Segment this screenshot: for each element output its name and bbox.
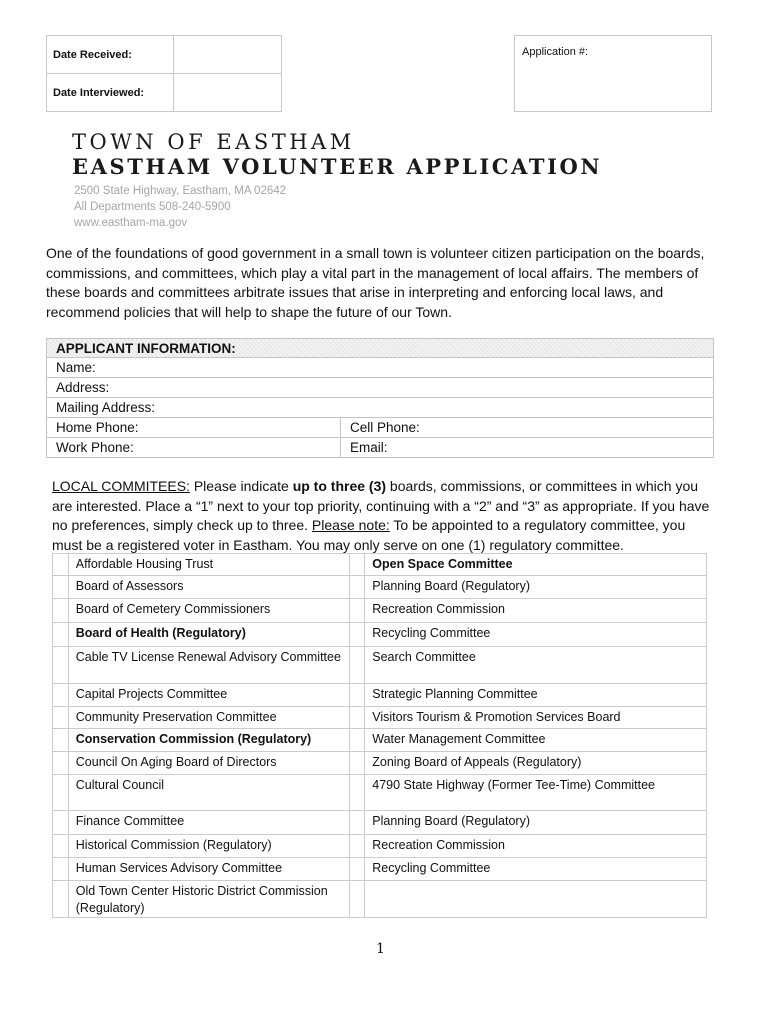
priority-input[interactable] (349, 647, 365, 684)
address-field[interactable]: Address: (47, 378, 714, 398)
office-use-table (46, 35, 282, 112)
applicant-info-table (46, 338, 714, 458)
committee-name: Open Space Committee (365, 554, 707, 576)
home-phone-field[interactable]: Home Phone: (47, 418, 341, 438)
committee-row (53, 599, 707, 623)
committee-name: Recycling Committee (365, 623, 707, 647)
priority-input[interactable] (349, 707, 365, 729)
committee-row (53, 576, 707, 599)
local-committees-heading: LOCAL COMMITEES: (52, 478, 190, 494)
priority-input[interactable] (349, 752, 365, 775)
committee-row (53, 729, 707, 752)
instructions-text: boards, commissions, or committees in which you are interested. Place a “1” next to your top priority, continuing with a “2” and “3” as appropriate. If you have no preferences, simply check up to three. (52, 478, 710, 533)
committee-name: Visitors Tourism & Promotion Services Board (365, 707, 707, 729)
contact-block (74, 183, 286, 231)
applicant-info-header: APPLICANT INFORMATION: (47, 339, 714, 358)
priority-input[interactable] (53, 647, 69, 684)
committee-name: Conservation Commission (Regulatory) (68, 729, 349, 752)
priority-input[interactable] (53, 576, 69, 599)
priority-input[interactable] (53, 623, 69, 647)
instructions-emphasis: up to three (3) (292, 478, 387, 494)
page-title: EASTHAM VOLUNTEER APPLICATION (72, 154, 603, 179)
town-name: TOWN OF EASTHAM (72, 130, 355, 154)
committee-row (53, 811, 707, 835)
priority-input[interactable] (53, 684, 69, 707)
priority-input[interactable] (349, 811, 365, 835)
page-number: 1 (376, 941, 385, 957)
website-line: www.eastham-ma.gov (74, 217, 188, 229)
priority-input[interactable] (53, 707, 69, 729)
committee-name: 4790 State Highway (Former Tee-Time) Committee (365, 775, 707, 811)
committee-name: Search Committee (365, 647, 707, 684)
intro-paragraph: One of the foundations of good government in a small town is volunteer citizen participation on the boards, commissions, and committees, which play a vital part in the management of local affairs. The members of these boards and committees arbitrate issues that arise in interpreting and enforcing local laws, and recommend policies that will help to shape the future of our Town. (46, 245, 705, 320)
priority-input[interactable] (349, 684, 365, 707)
committee-row (53, 623, 707, 647)
committee-name: Human Services Advisory Committee (68, 858, 349, 881)
mailing-address-field[interactable]: Mailing Address: (47, 398, 714, 418)
priority-input[interactable] (349, 858, 365, 881)
priority-input[interactable] (349, 623, 365, 647)
work-phone-field[interactable]: Work Phone: (47, 438, 341, 458)
email-field[interactable]: Email: (341, 438, 714, 458)
committee-name: Historical Commission (Regulatory) (68, 835, 349, 858)
application-number-box[interactable] (514, 35, 712, 112)
date-received-field[interactable] (174, 36, 282, 74)
committee-row (53, 752, 707, 775)
address-line: 2500 State Highway, Eastham, MA 02642 (74, 185, 287, 197)
priority-input[interactable] (349, 729, 365, 752)
committee-name: Board of Assessors (68, 576, 349, 599)
cell-phone-field[interactable]: Cell Phone: (341, 418, 714, 438)
committee-name: Recreation Commission (365, 599, 707, 623)
priority-input[interactable] (53, 599, 69, 623)
phone-line: All Departments 508-240-5900 (74, 201, 231, 213)
committee-row (53, 647, 707, 684)
committees-table (52, 553, 707, 918)
priority-input[interactable] (53, 835, 69, 858)
priority-input[interactable] (349, 775, 365, 811)
committee-row (53, 707, 707, 729)
priority-input[interactable] (53, 729, 69, 752)
committee-name: Cable TV License Renewal Advisory Committee (68, 647, 349, 684)
application-number-label: Application #: (522, 46, 589, 58)
committee-name: Board of Cemetery Commissioners (68, 599, 349, 623)
instructions-text: Please indicate (189, 478, 293, 494)
committee-row (53, 775, 707, 811)
committee-name: Water Management Committee (365, 729, 707, 752)
committee-name: Zoning Board of Appeals (Regulatory) (365, 752, 707, 775)
date-interviewed-label: Date Interviewed: (47, 74, 174, 112)
committee-row (53, 554, 707, 576)
committee-name: Recreation Commission (365, 835, 707, 858)
committee-row (53, 881, 707, 918)
committee-name: Recycling Committee (365, 858, 707, 881)
committee-name: Old Town Center Historic District Commission (Regulatory) (68, 881, 349, 918)
priority-input[interactable] (349, 835, 365, 858)
priority-input[interactable] (53, 858, 69, 881)
committee-row (53, 858, 707, 881)
committee-name (365, 881, 707, 918)
committee-name: Capital Projects Committee (68, 684, 349, 707)
committee-row (53, 684, 707, 707)
committee-name: Board of Health (Regulatory) (68, 623, 349, 647)
instructions-note-label: Please note: (311, 517, 390, 533)
committee-name: Cultural Council (68, 775, 349, 811)
committee-name: Planning Board (Regulatory) (365, 576, 707, 599)
committee-name: Planning Board (Regulatory) (365, 811, 707, 835)
instructions-text: To be appointed to a regulatory committee, you must be a registered voter in Eastham. You may only serve on one (1) regulatory committee. (52, 517, 686, 553)
committee-name: Strategic Planning Committee (365, 684, 707, 707)
date-received-label: Date Received: (47, 36, 174, 74)
priority-input[interactable] (349, 554, 365, 576)
priority-input[interactable] (53, 554, 69, 576)
priority-input[interactable] (349, 576, 365, 599)
local-committees-instructions (52, 477, 718, 555)
date-interviewed-field[interactable] (174, 74, 282, 112)
priority-input[interactable] (349, 599, 365, 623)
priority-input[interactable] (53, 752, 69, 775)
priority-input[interactable] (53, 811, 69, 835)
committee-name: Council On Aging Board of Directors (68, 752, 349, 775)
committee-name: Finance Committee (68, 811, 349, 835)
committee-name: Affordable Housing Trust (68, 554, 349, 576)
priority-input[interactable] (53, 775, 69, 811)
committee-row (53, 835, 707, 858)
priority-input[interactable] (349, 881, 365, 918)
name-field[interactable]: Name: (47, 358, 714, 378)
committee-name: Community Preservation Committee (68, 707, 349, 729)
priority-input[interactable] (53, 881, 69, 918)
